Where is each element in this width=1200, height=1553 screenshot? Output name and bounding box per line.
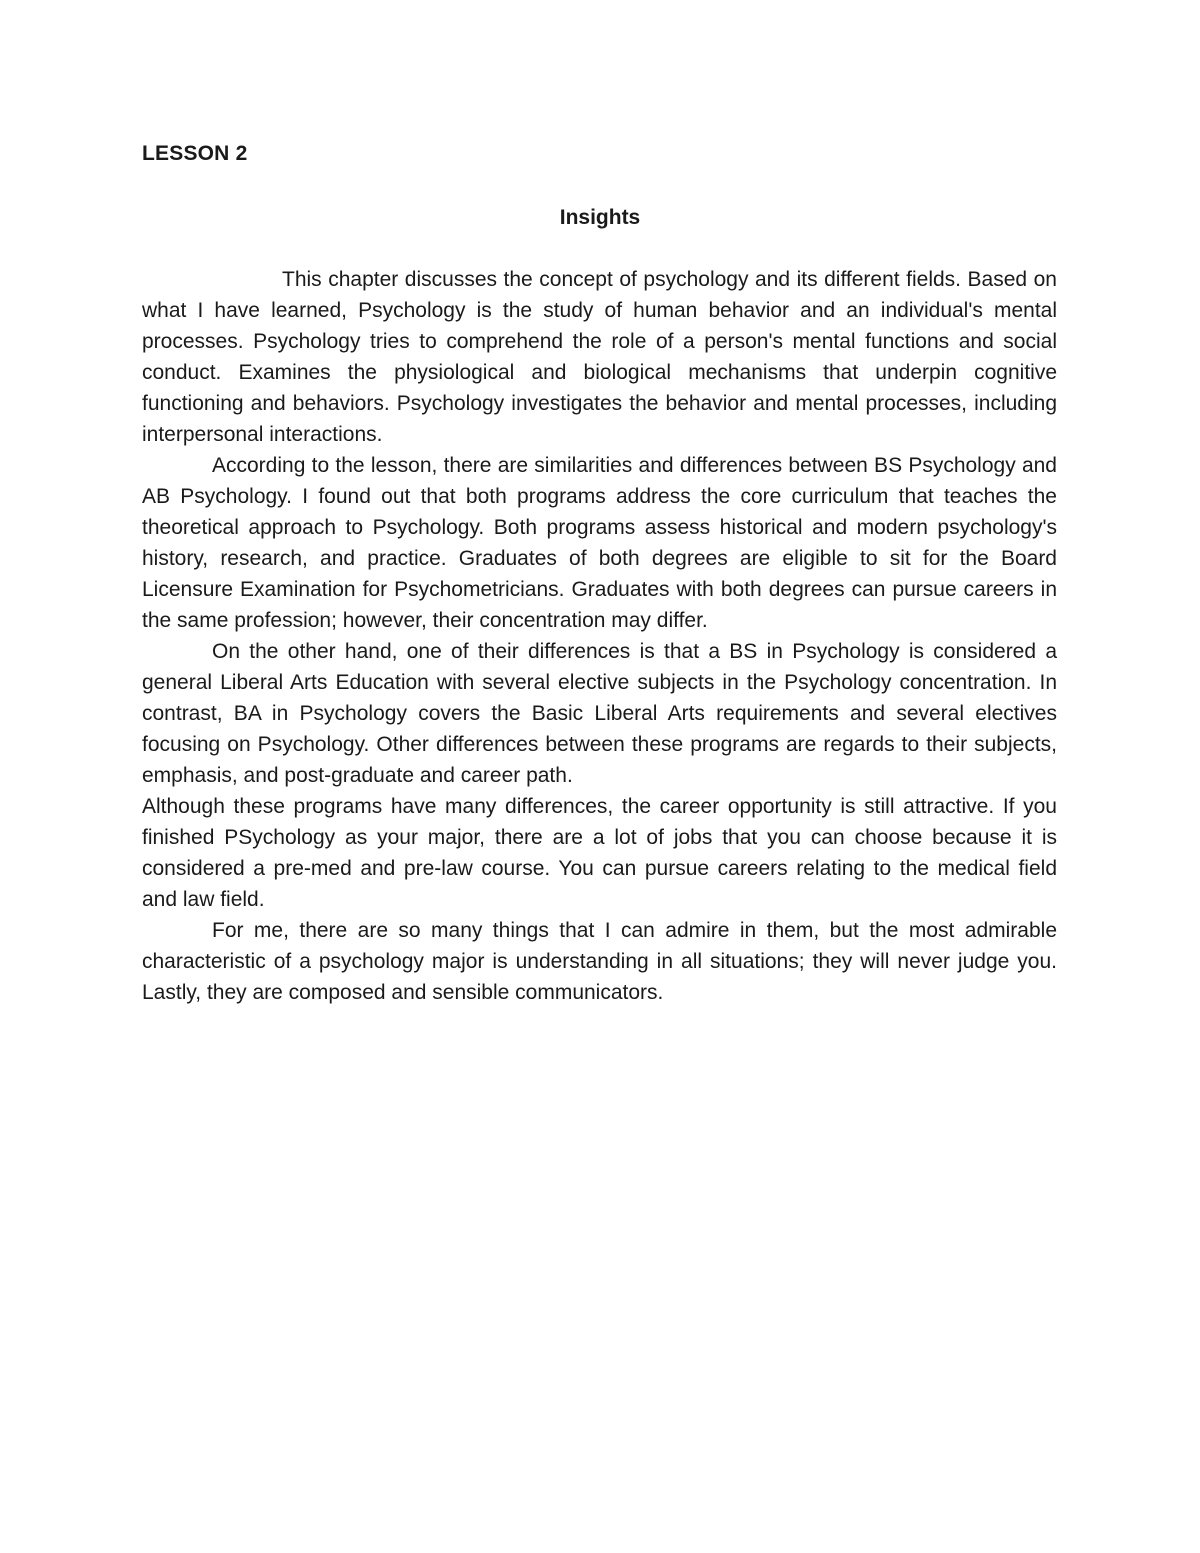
document-title: Insights xyxy=(559,206,641,229)
paragraph-5: For me, there are so many things that I can admire in them, but the most admirable characteristic of a psychology major is understanding in all situations; they will never judge you. Lastly, they are composed and sensible communicators. xyxy=(142,919,1057,1004)
document-body xyxy=(142,264,1057,1008)
lesson-label: LESSON 2 xyxy=(142,142,248,165)
paragraph-3: On the other hand, one of their differences is that a BS in Psychology is considered a general Liberal Arts Education with several elective subjects in the Psychology concentration. In contrast, BA in Psychology covers the Basic Liberal Arts requirements and several electives focusing on Psychology. Other differences between these programs are regards to their subjects, emphasis, and post-graduate and career path. xyxy=(142,640,1057,787)
paragraph-2: According to the lesson, there are similarities and differences between BS Psychology and AB Psychology. I found out that both programs address the core curriculum that teaches the theoretical approach to Psychology. Both programs assess historical and modern psychology's history, research, and practice. Graduates of both degrees are eligible to sit for the Board Licensure Examination for Psychometricians. Graduates with both degrees can pursue careers in the same profession; however, their concentration may differ. xyxy=(142,454,1057,632)
paragraph-4: Although these programs have many differences, the career opportunity is still attractive. If you finished PSychology as your major, there are a lot of jobs that you can choose because it is considered a pre-med and pre-law course. You can pursue careers relating to the medical field and law field. xyxy=(142,795,1057,911)
paragraph-1: This chapter discusses the concept of psychology and its different fields. Based on what I have learned, Psychology is the study of human behavior and an individual's mental processes. Psychology tries to comprehend the role of a person's mental functions and social conduct. Examines the physiological and biological mechanisms that underpin cognitive functioning and behaviors. Psychology investigates the behavior and mental processes, including interpersonal interactions. xyxy=(142,268,1057,446)
